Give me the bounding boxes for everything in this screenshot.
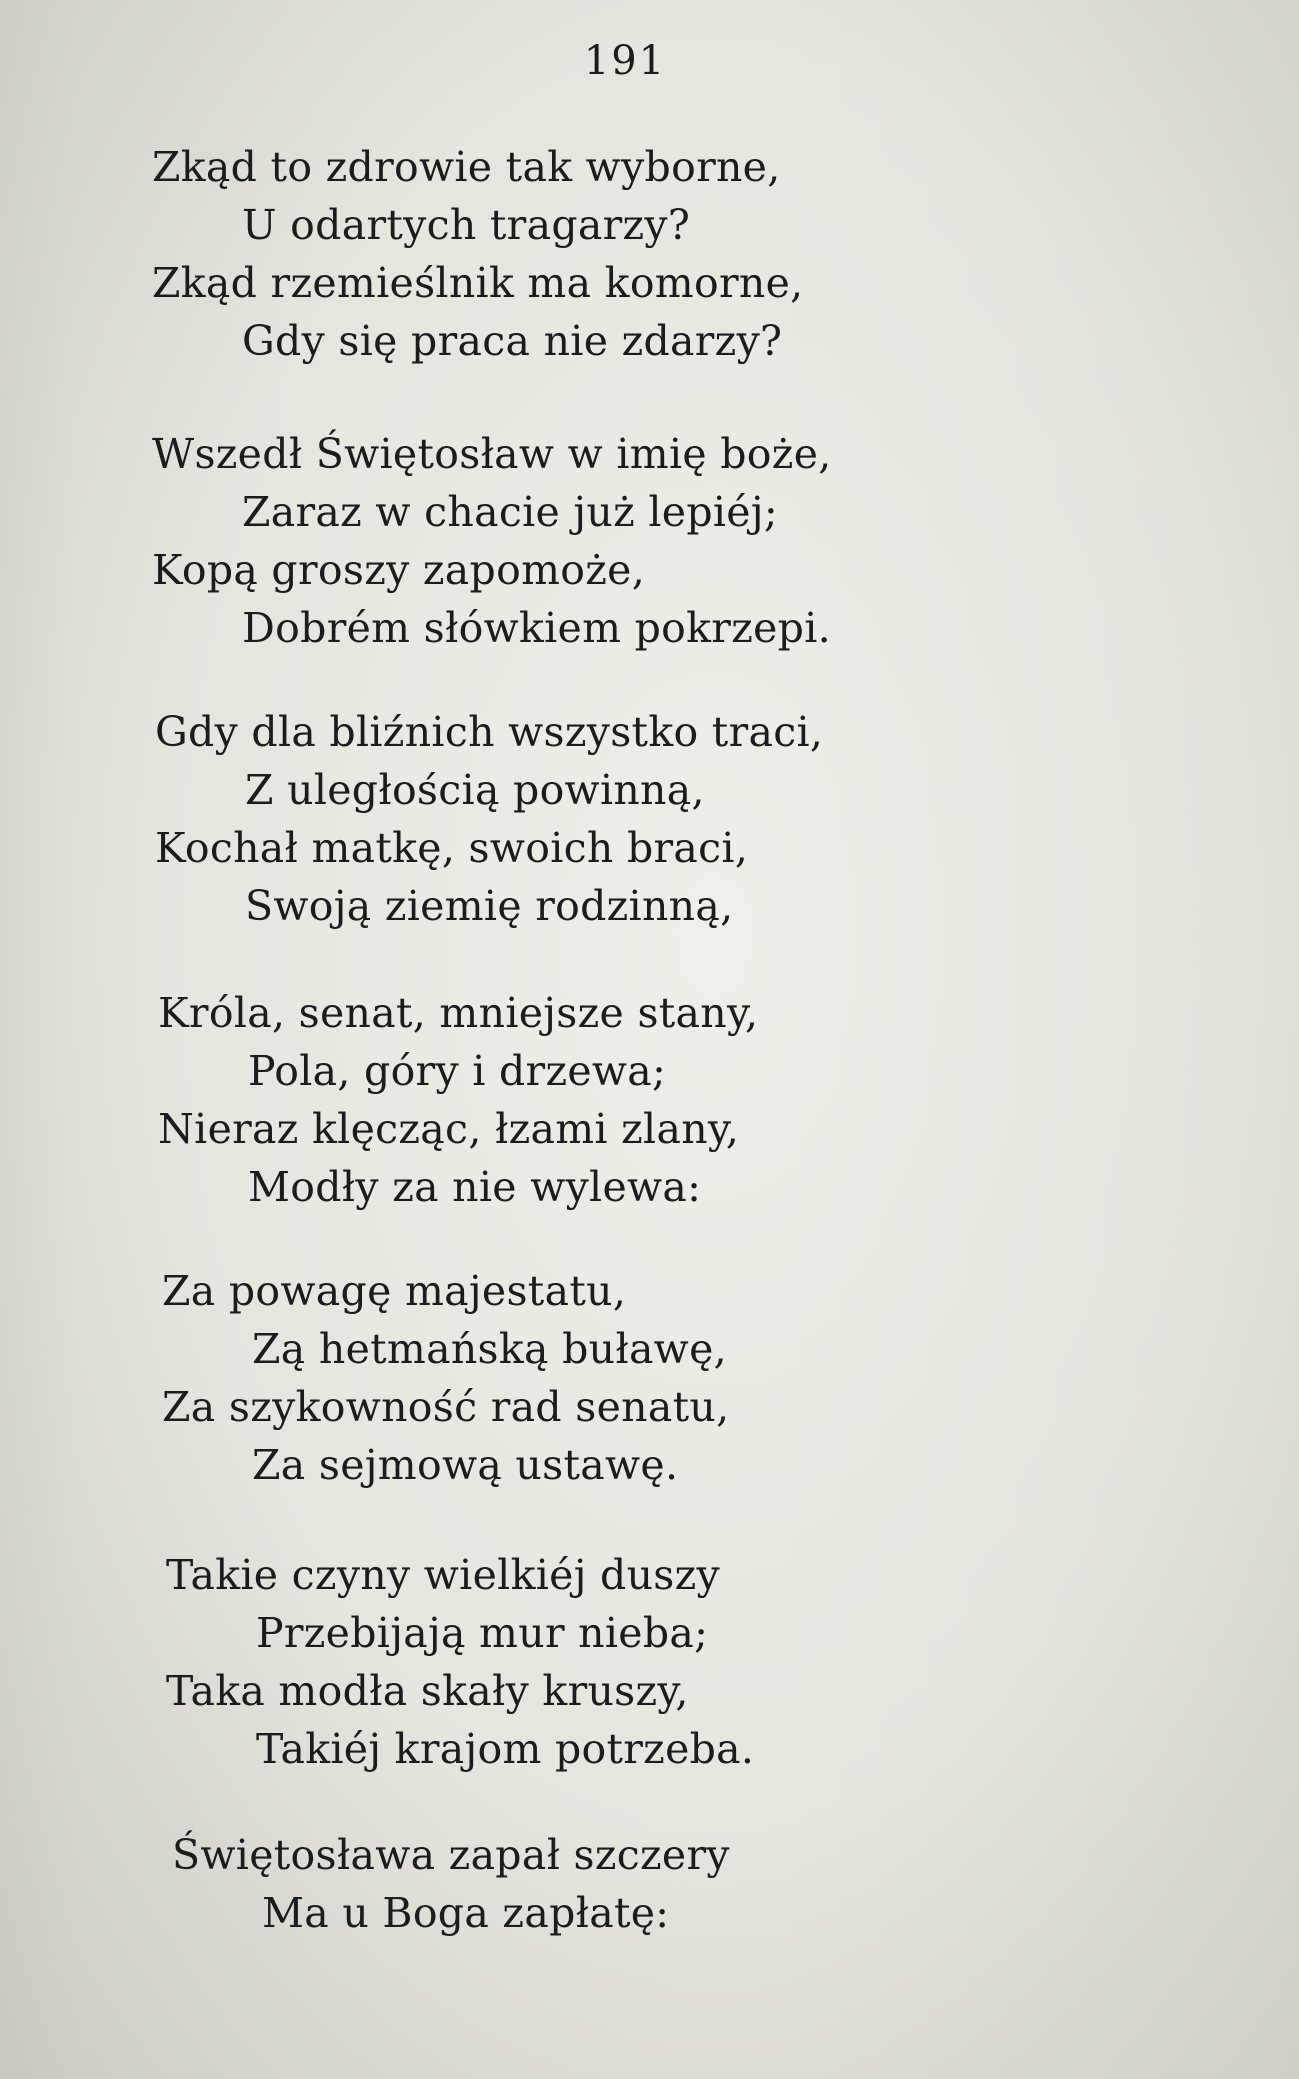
verse-line: Za powagę majestatu,: [162, 1267, 627, 1315]
verse-line: Za szykowność rad senatu,: [162, 1383, 730, 1431]
verse-line: Pola, góry i drzewa;: [248, 1047, 667, 1095]
stanza-3: [155, 703, 823, 935]
verse-line: Takiéj krajom potrzeba.: [256, 1725, 755, 1773]
stanza-5: [162, 1262, 729, 1494]
stanza-6: [166, 1546, 754, 1778]
verse-line: Gdy dla bliźnich wszystko traci,: [155, 708, 824, 756]
stanza-7: [172, 1826, 730, 1942]
verse-line: Taka modła skały kruszy,: [166, 1667, 689, 1715]
verse-line: Wszedł Świętosław w imię boże,: [152, 430, 832, 478]
verse-line: Modły za nie wylewa:: [248, 1163, 702, 1211]
verse-line: Kochał matkę, swoich braci,: [155, 824, 749, 872]
page-number: 191: [583, 38, 667, 84]
verse-line: Gdy się praca nie zdarzy?: [242, 317, 783, 365]
verse-line: U odartych tragarzy?: [242, 201, 691, 249]
verse-line: Kopą groszy zapomoże,: [152, 546, 646, 594]
verse-line: Ma u Boga zapłatę:: [262, 1889, 670, 1937]
stanza-1: [152, 138, 803, 370]
verse-line: Dobrém słówkiem pokrzepi.: [242, 604, 831, 652]
verse-line: Swoją ziemię rodzinną,: [245, 882, 734, 930]
verse-line: Króla, senat, mniejsze stany,: [158, 989, 759, 1037]
stanza-4: [158, 984, 758, 1216]
verse-line: Z uległością powinną,: [245, 766, 705, 814]
verse-line: Zkąd to zdrowie tak wyborne,: [152, 143, 781, 191]
stanza-2: [152, 425, 832, 657]
verse-line: Zkąd rzemieślnik ma komorne,: [152, 259, 804, 307]
verse-line: Przebijają mur nieba;: [256, 1609, 709, 1657]
verse-line: Zą hetmańską buławę,: [252, 1325, 727, 1373]
verse-line: Świętosława zapał szczery: [172, 1831, 730, 1879]
verse-line: Takie czyny wielkiéj duszy: [166, 1551, 720, 1599]
verse-line: Zaraz w chacie już lepiéj;: [242, 488, 778, 536]
verse-line: Nieraz klęcząc, łzami zlany,: [158, 1105, 740, 1153]
verse-line: Za sejmową ustawę.: [252, 1441, 679, 1489]
